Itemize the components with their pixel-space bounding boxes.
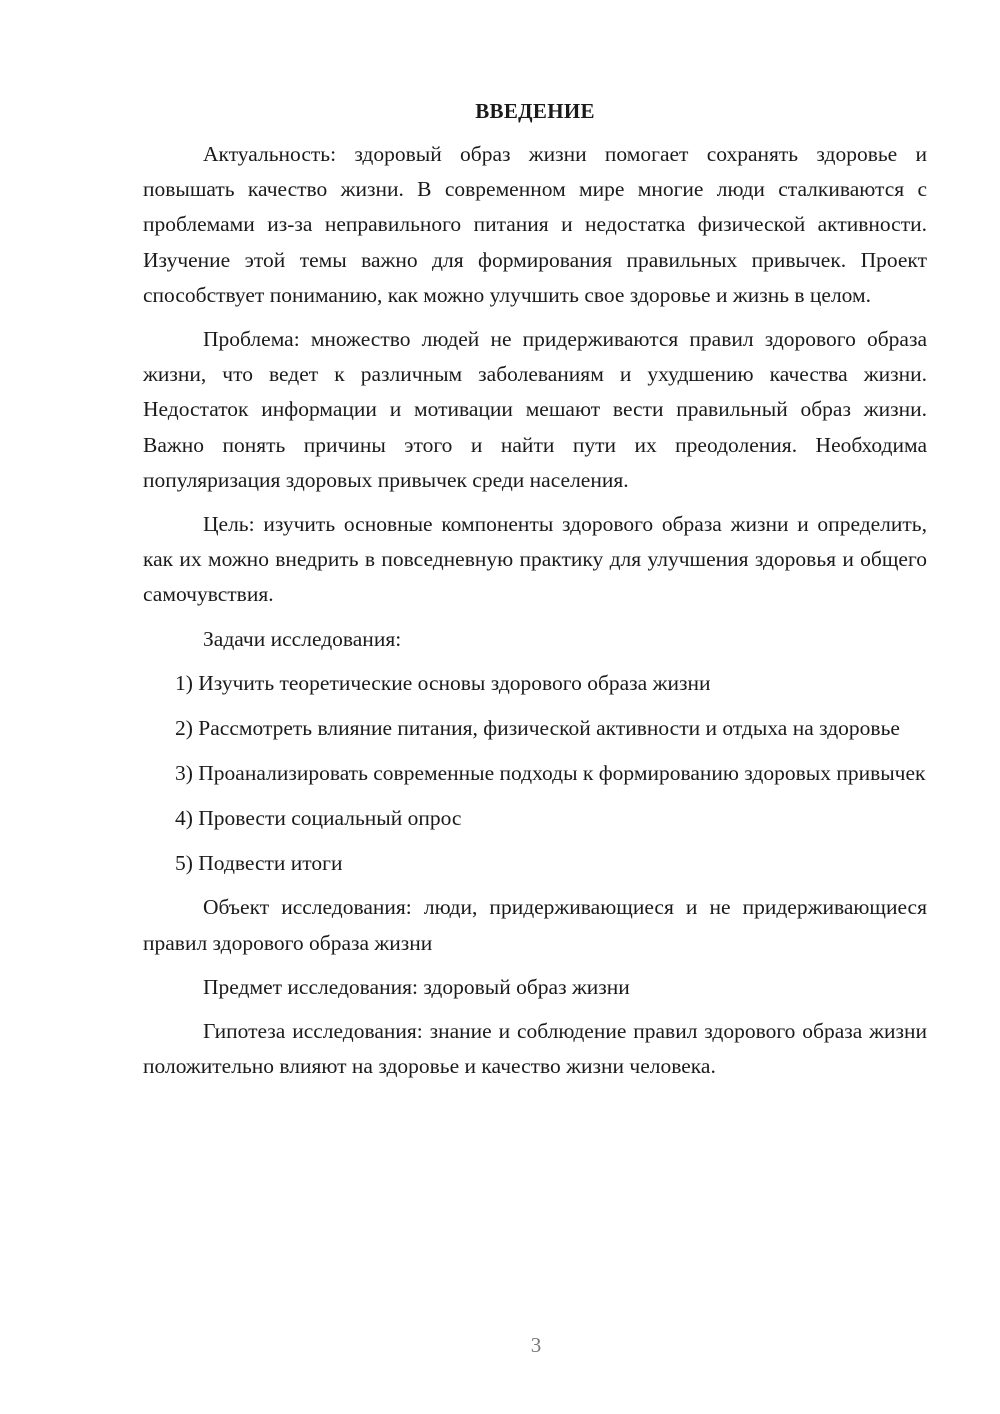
problem-paragraph: Проблема: множество людей не придерживаются правил здорового образа жизни, что ведет к различным заболеваниям и ухудшению качества жизни. Недостаток информации и мотивации мешают вести правильный образ жизни. Важно понять причины этого и найти пути их преодоления. Необходима популяризация здоровых привычек среди населения. (143, 327, 927, 492)
page-number: 3 (530, 1333, 542, 1357)
hypothesis-paragraph: Гипотеза исследования: знание и соблюдение правил здорового образа жизни положительно влияют на здоровье и качество жизни человека. (143, 1019, 927, 1079)
task-item: 3) Проанализировать современные подходы к формированию здоровых привычек (175, 761, 926, 786)
tasks-heading: Задачи исследования: (203, 626, 402, 651)
page-content (143, 94, 927, 1093)
tasks-list (143, 666, 927, 880)
task-item: 2) Рассмотреть влияние питания, физической активности и отдыха на здоровье (175, 716, 900, 741)
task-item: 1) Изучить теоретические основы здорового образа жизни (175, 671, 711, 696)
subject-paragraph: Предмет исследования: здоровый образ жизни (203, 974, 630, 999)
page-title: ВВЕДЕНИЕ (475, 99, 595, 123)
task-item: 5) Подвести итоги (175, 850, 343, 875)
relevance-paragraph: Актуальность: здоровый образ жизни помогает сохранять здоровье и повышать качество жизни. В современном мире многие люди сталкиваются с проблемами из-за неправильного питания и недостатка физической активности. Изучение этой темы важно для формирования правильных привычек. Проект способствует пониманию, как можно улучшить свое здоровье и жизнь в целом. (143, 142, 927, 307)
goal-paragraph: Цель: изучить основные компоненты здорового образа жизни и определить, как их можно внедрить в повседневную практику для улучшения здоровья и общего самочувствия. (143, 512, 927, 607)
object-paragraph: Объект исследования: люди, придерживающиеся и не придерживающиеся правил здорового образа жизни (143, 895, 927, 955)
task-item: 4) Провести социальный опрос (175, 805, 462, 830)
